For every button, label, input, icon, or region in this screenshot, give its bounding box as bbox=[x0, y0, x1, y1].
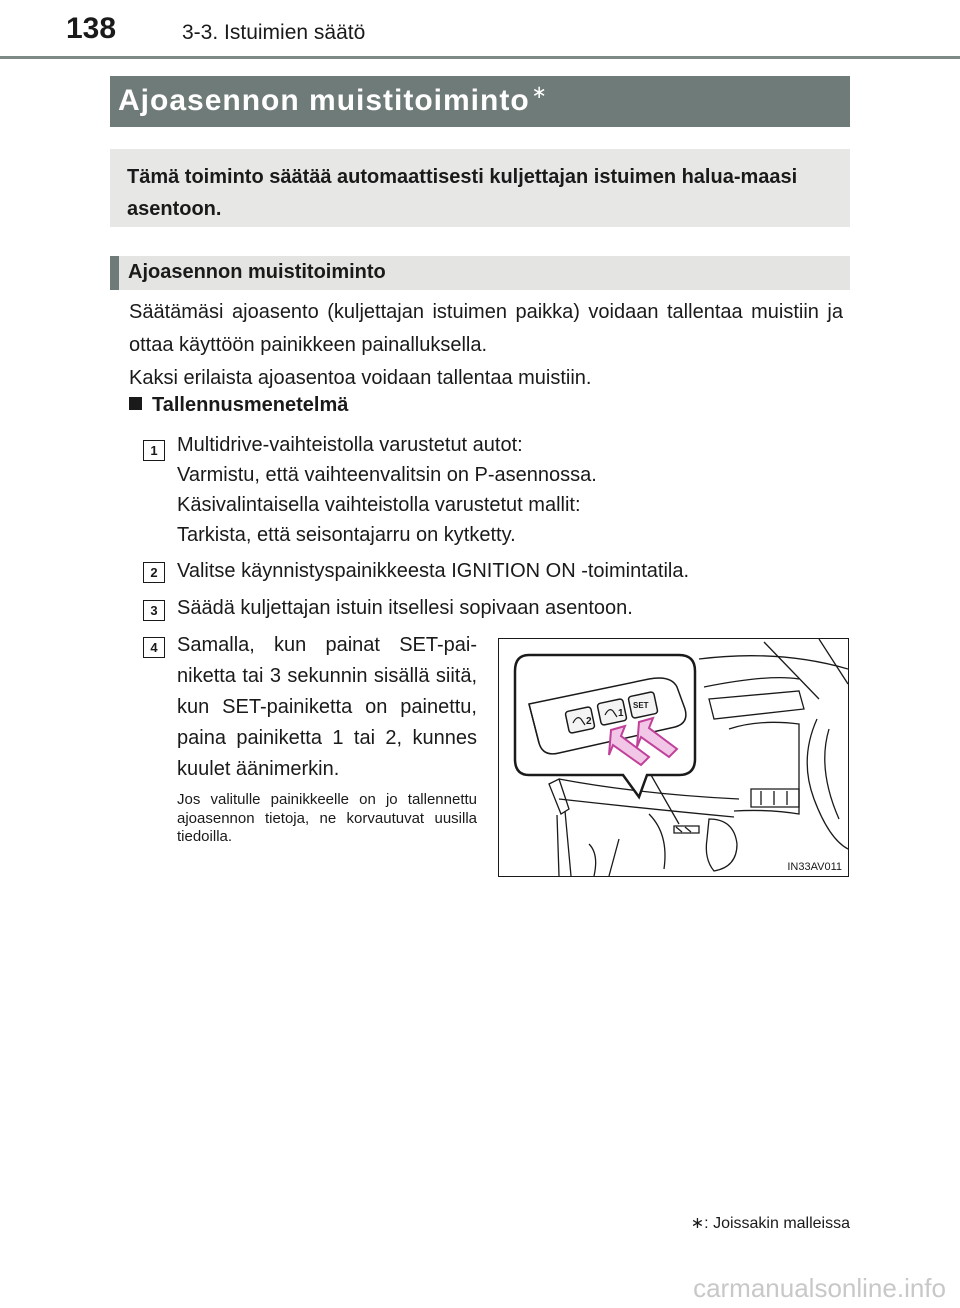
step-line: Multidrive-vaihteistolla varustetut autot: bbox=[177, 434, 523, 456]
title-bar bbox=[110, 76, 850, 127]
step-1-text bbox=[177, 430, 597, 550]
figure-code: IN33AV011 bbox=[787, 861, 842, 873]
step-number-badge: 4 bbox=[143, 637, 165, 658]
footnote-mark: ∗ bbox=[690, 1215, 705, 1232]
body-paragraph-1: Säätämäsi ajoasento (kuljettajan istuimen paikka) voidaan tallentaa muistiin ja ottaa käyttöön painikkeen painalluksella. bbox=[129, 301, 843, 356]
body-text bbox=[129, 296, 843, 395]
memory-button-label: SET bbox=[633, 701, 649, 710]
square-bullet-icon bbox=[129, 397, 142, 410]
asterisk-mark: ∗ bbox=[531, 82, 548, 102]
memory-button-illustration bbox=[498, 638, 849, 877]
memory-button-label: 1 bbox=[618, 708, 624, 719]
step-3-text bbox=[177, 593, 633, 623]
step-2-text bbox=[177, 556, 689, 586]
step-number-badge: 1 bbox=[143, 440, 165, 461]
page-title bbox=[118, 84, 548, 118]
intro-text: Tämä toiminto säätää automaattisesti kuljettajan istuimen halua-maasi asentoon. bbox=[127, 166, 798, 220]
car-interior-drawing bbox=[499, 639, 848, 876]
page-number: 138 bbox=[66, 12, 117, 45]
page-title-text: Ajoasennon muistitoiminto bbox=[118, 84, 530, 117]
intro-box bbox=[110, 149, 850, 227]
step-4-text: Samalla, kun painat SET-pai-niketta tai 3 sekunnin sisällä siitä, kun SET-painiketta on painettu, paina painiketta 1 tai 2, kunnes kuulet äänimerkin. bbox=[177, 634, 477, 780]
step-line: Tarkista, että seisontajarru on kytketty. bbox=[177, 524, 516, 546]
method-heading bbox=[129, 394, 348, 417]
sub-heading-text: Ajoasennon muistitoiminto bbox=[128, 261, 386, 283]
sub-heading bbox=[110, 256, 850, 290]
step-line: Varmistu, että vaihteenvalitsin on P-asennossa. bbox=[177, 464, 597, 486]
watermark: carmanualsonline.info bbox=[693, 1273, 946, 1303]
method-heading-text: Tallennusmenetelmä bbox=[152, 394, 349, 416]
step-number-badge: 2 bbox=[143, 562, 165, 583]
header-divider bbox=[0, 56, 960, 59]
footnote-text: : Joissakin malleissa bbox=[704, 1215, 850, 1232]
memory-button-label: 2 bbox=[586, 716, 592, 727]
step-line: Säädä kuljettajan istuin itsellesi sopivaan asentoon. bbox=[177, 597, 633, 619]
body-paragraph-2: Kaksi erilaista ajoasentoa voidaan tallentaa muistiin. bbox=[129, 367, 592, 389]
step-line: Käsivalintaisella vaihteistolla varustetut mallit: bbox=[177, 494, 581, 516]
section-title: 3-3. Istuimien säätö bbox=[182, 21, 366, 44]
step-number-badge: 3 bbox=[143, 600, 165, 621]
footnote bbox=[691, 1213, 850, 1233]
step-line: Valitse käynnistyspainikkeesta IGNITION ON -toimintatila. bbox=[177, 560, 690, 582]
step-4-note: Jos valitulle painikkeelle on jo tallennettu ajoasennon tietoja, ne korvautuvat uusilla tiedoilla. bbox=[177, 791, 477, 845]
